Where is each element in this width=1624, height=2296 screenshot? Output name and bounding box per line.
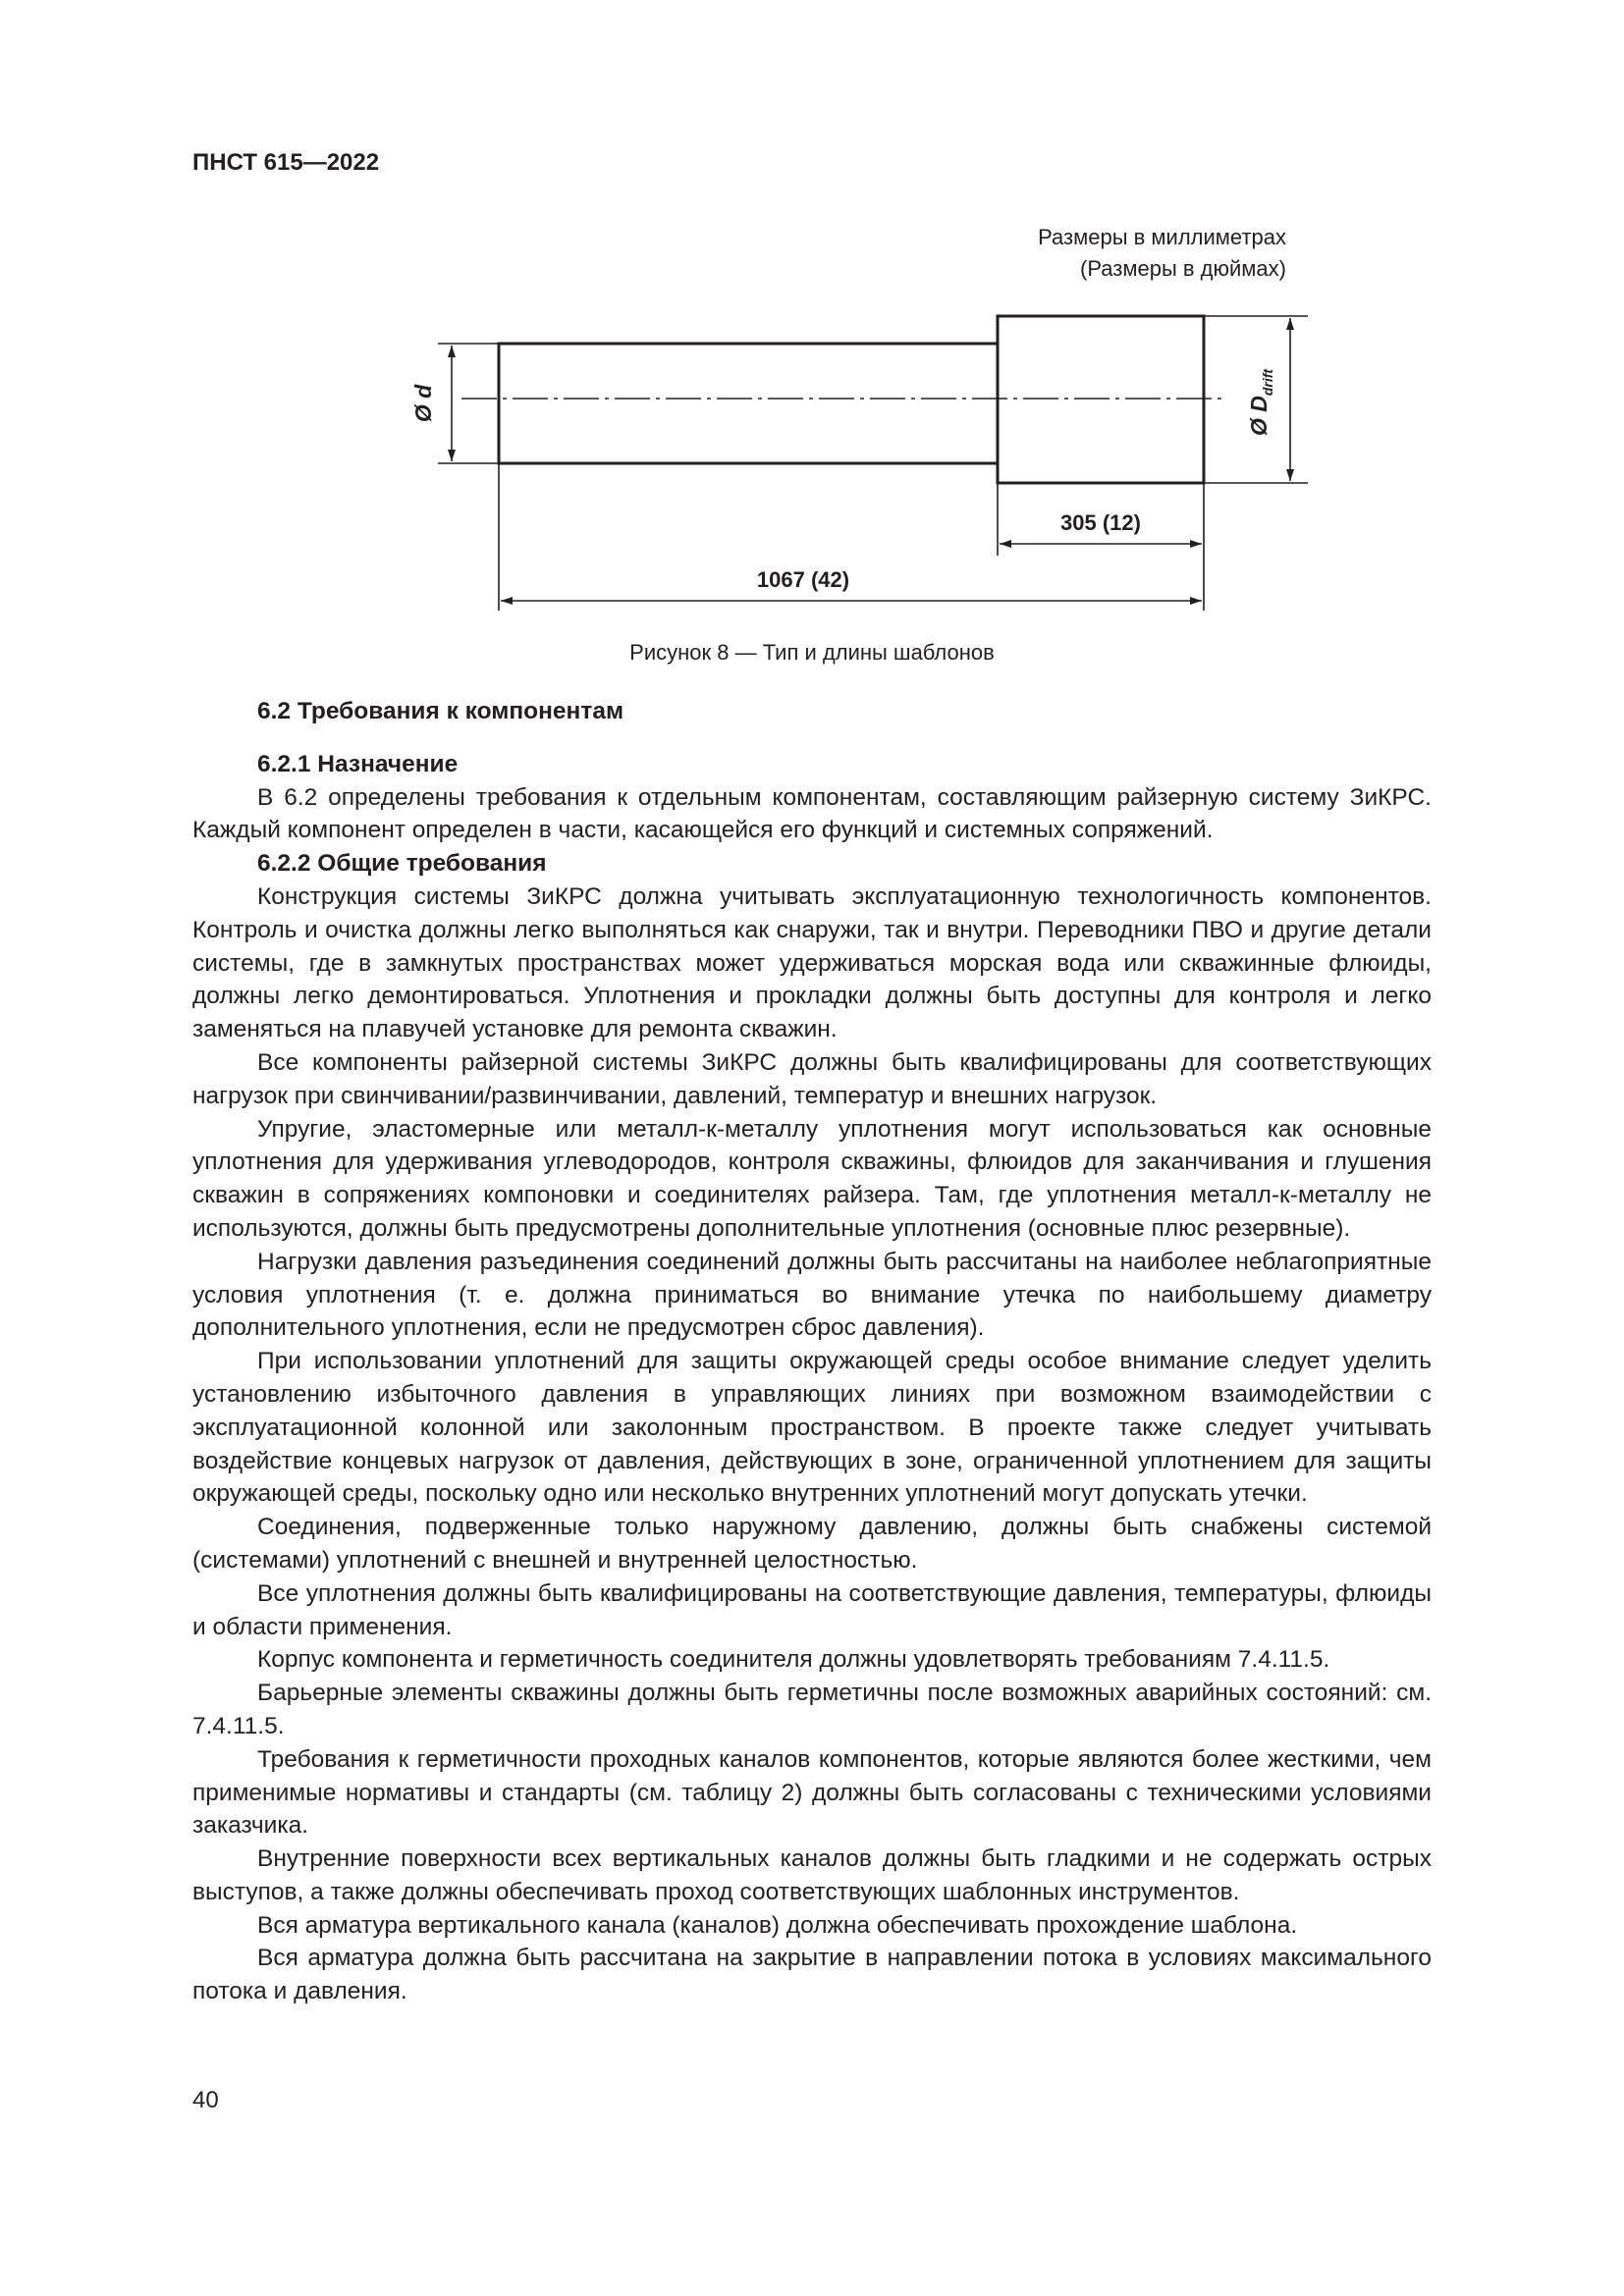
subsection-purpose-text: В 6.2 определены требования к отдельным компонентам, составляющим райзерную систему ЗиКРС. Каждый компонент определен в части, касающейся его функций и системных сопряжений. — [192, 783, 1432, 844]
D-drift-label — [1246, 368, 1275, 436]
D-label-sub: drift — [1260, 368, 1275, 397]
main-content — [192, 695, 1432, 2008]
drift-mandrel-drawing — [0, 0, 1624, 628]
document-id: ПНСТ 615—2022 — [192, 149, 380, 176]
paragraph: Нагрузки давления разъединения соединений должны быть рассчитаны на наиболее неблагоприятные условия уплотнения (т. е. должна приниматься во внимание утечка по наибольшему диаметру дополнительного уплотнения, если не предусмотрен сброс давления). — [192, 1248, 1432, 1342]
paragraph: Вся арматура должна быть рассчитана на закрытие в направлении потока в условиях максимального потока и давления. — [192, 1945, 1432, 2005]
section-title: 6.2 Требования к компонентам — [257, 698, 624, 724]
units-line-mm: Размеры в миллиметрах — [1038, 225, 1286, 249]
subsection-general-title: 6.2.2 Общие требования — [257, 850, 547, 878]
units-line-inch: (Размеры в дюймах) — [1080, 256, 1286, 281]
paragraph: Конструкция системы ЗиКРС должна учитывать эксплуатационную технологичность компонентов. Контроль и очистка должны легко выполняться как снаружи, так и внутри. Переводники ПВО и другие детали системы, где в замкнутых пространствах может удерживаться морская вода или скважинные флюиды, должны легко демонтироваться. Уплотнения и прокладки должны быть доступны для контроля и легко заменяться на плавучей установке для ремонта скважин. — [192, 882, 1432, 1043]
paragraph: Барьерные элементы скважины должны быть герметичны после возможных аварийных состояний: см. 7.4.11.5. — [192, 1680, 1432, 1739]
paragraph: Корпус компонента и герметичность соединителя должны удовлетворять требованиям 7.4.11.5. — [257, 1646, 1330, 1674]
paragraph: При использовании уплотнений для защиты окружающей среды особое внимание следует уделить установлению избыточного давления в управляющих линиях при возможном взаимодействии с эксплуатационной колонной или заколонным пространством. В проекте также следует учитывать воздействие концевых нагрузок от давления, действующих в зоне, ограниченной уплотнением для защиты окружающей среды, поскольку одно или несколько внутренних уплотнений могут допускать утечки. — [192, 1348, 1432, 1508]
short-dimension-label: 305 (12) — [1060, 510, 1141, 535]
paragraph: Все уплотнения должны быть квалифицированы на соответствующие давления, температуры, флюиды и области применения. — [192, 1579, 1432, 1640]
page-number: 40 — [192, 2087, 219, 2113]
paragraph: Требования к герметичности проходных каналов компонентов, которые являются более жесткими, чем применимые нормативы и стандарты (см. таблицу 2) должны быть согласованы с техническими условиями заказчика. — [192, 1745, 1432, 1840]
mandrel-head — [998, 316, 1204, 483]
paragraph: Все компоненты райзерной системы ЗиКРС должны быть квалифицированы для соответствующих нагрузок при свинчивании/развинчивании, давлений, температур и внешних нагрузок. — [192, 1048, 1432, 1109]
paragraph: Соединения, подверженные только наружному давлению, должны быть снабжены системой (системами) уплотнений с внешней и внутренней целостностью. — [192, 1514, 1432, 1574]
subsection-purpose-title: 6.2.1 Назначение — [257, 750, 459, 777]
D-label-main: Ø D — [1246, 396, 1272, 437]
paragraph: Внутренние поверхности всех вертикальных каналов должны быть гладкими и не содержать острых выступов, а также должны обеспечивать проход соответствующих шаблонных инструментов. — [192, 1845, 1432, 1905]
long-dimension-label: 1067 (42) — [756, 567, 850, 592]
figure-caption: Рисунок 8 — Тип и длины шаблонов — [629, 640, 995, 665]
mandrel-body — [499, 344, 998, 463]
d-label: Ø d — [410, 384, 436, 423]
paragraph: Вся арматура вертикального канала (каналов) должна обеспечивать прохождение шаблона. — [257, 1911, 1298, 1939]
paragraph: Упругие, эластомерные или металл-к-металлу уплотнения могут использоваться как основные уплотнения для удерживания углеводородов, контроля скважины, флюидов для заканчивания и глушения скважин в сопряжениях компоновки и соединителях райзера. Там, где уплотнения металл-к-металлу не используются, должны быть предусмотрены дополнительные уплотнения (основные плюс резервные). — [192, 1115, 1432, 1242]
